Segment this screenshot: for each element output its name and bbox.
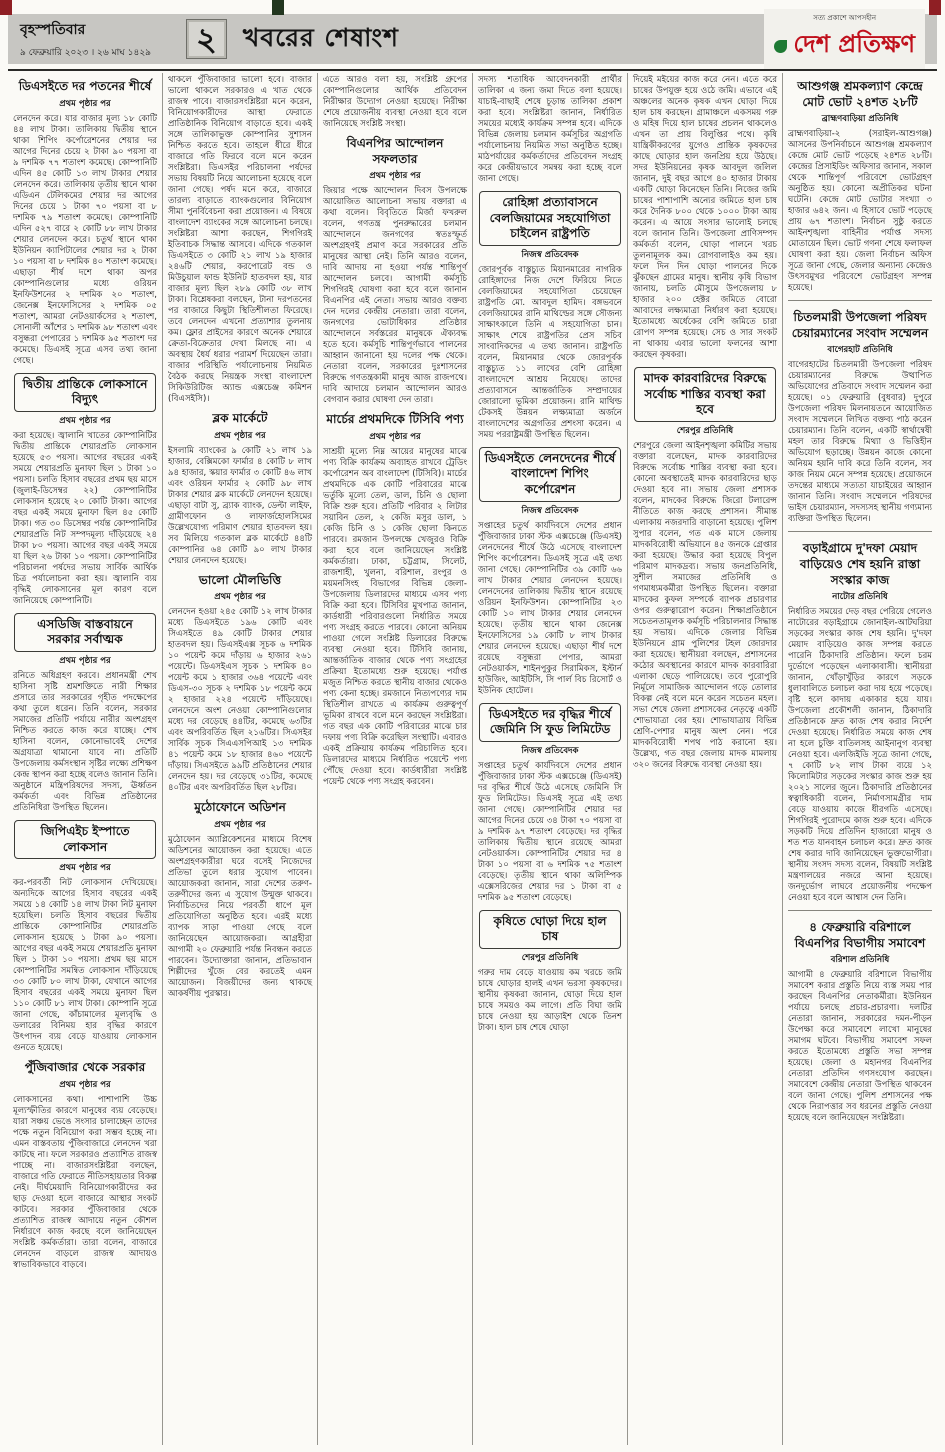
date-block — [20, 18, 170, 60]
article-headline: মাদক কারবারিদের বিরুদ্ধে সর্বোচ্চ শাস্তির ব্যবস্থা করা হবে — [634, 367, 776, 422]
article-byline: প্রথম পৃষ্ঠার পর — [59, 1079, 111, 1090]
article — [788, 910, 932, 1124]
article-headline: রোহিঙ্গা প্রত্যাবাসনে বেলজিয়ামের সহযোগিতা চাইলেন রাষ্ট্রপতি — [479, 191, 621, 246]
paper-name: দেশ প্রতিক্ষণ — [793, 30, 915, 58]
article-body: লোকসানের কথা। পাশাপাশি উচ্চ মূল্যস্ফীতির কারণে মানুষের ব্যয় বেড়েছে। যারা সঞ্চয় ভেঙে সংসার চালাচ্ছেন তাদের পক্ষে নতুন বিনিয়োগ করা সম্ভব হচ্ছে না। এমন বাস্তবতায় পুঁজিবাজারে লেনদেন খরা কাটছে না। ফলে সরকারও প্রত্যাশিত রাজস্ব পাচ্ছে না। বাজারসংশ্লিষ্টরা বলছেন, বাজারে গতি ফেরাতে নীতিসহায়তার বিকল্প নেই। দীর্ঘমেয়াদি বিনিয়োগকারীদের কর ছাড় দেওয়া হলে বাজারে আস্থার সংকট কাটবে। সরকার পুঁজিবাজার থেকে প্রত্যাশিত রাজস্ব আদায়ে নতুন কৌশল নির্ধারণে কাজ করছে বলে জানিয়েছেন সংশ্লিষ্ট কর্মকর্তারা। তারা বলেন, বাজারে লেনদেন বাড়লে রাজস্ব আদায়ও স্বাভাবিকভাবে বাড়বে। — [13, 1094, 157, 1270]
print-mark-left — [0, 0, 12, 15]
weekday-label: বৃহস্পতিবার — [20, 22, 86, 38]
article-headline: দ্বিতীয় প্রান্তিকে লোকসানে বিদ্যুৎ — [14, 373, 156, 412]
article — [323, 136, 467, 406]
article-body: করা হয়েছে। জ্বালানি খাতের কোম্পানিটির দ্বিতীয় প্রান্তিকে শেয়ারপ্রতি লোকসান হয়েছে ৫৩ পয়সা। আগের বছরের একই সময়ে শেয়ারপ্রতি মুনাফা ছিল ১ টাকা ১০ পয়সা। চলতি হিসাব বছরের প্রথম ছয় মাসে (জুলাই-ডিসেম্বর ২২) কোম্পানিটির লোকসান হয়েছে ২০ কোটি টাকা। আগের বছর একই সময়ে মুনাফা ছিল ৪৫ কোটি টাকা। গত ৩০ ডিসেম্বর পর্যন্ত কোম্পানিটির শেয়ারপ্রতি নিট সম্পদমূল্য দাঁড়িয়েছে ২৪ টাকা ৮০ পয়সা। আগের বছর একই সময়ে যা ছিল ২৬ টাকা ১০ পয়সা। কোম্পানিটির পরিচালনা পর্ষদের সভায় সার্বিক আর্থিক চিত্র পর্যালোচনা করা হয়। জ্বালানি ব্যয় বৃদ্ধিই লোকসানের মূল কারণ বলে জানিয়েছে কোম্পানিটি। — [13, 430, 157, 606]
article-body: মুঠোফোন অ্যাপ্লিকেশনের মাধ্যমে বিশেষ অডিশনের আয়োজন করা হয়েছে। এতে অংশগ্রহণকারীরা ঘরে বসেই নিজেদের প্রতিভা তুলে ধরার সুযোগ পাবেন। আয়োজকরা জানান, সারা দেশের তরুণ-তরুণীদের জন্য এ সুযোগ উন্মুক্ত থাকবে। নির্বাচিতদের নিয়ে পরবর্তী ধাপে মূল প্রতিযোগিতা অনুষ্ঠিত হবে। এরই মধ্যে ব্যাপক সাড়া পাওয়া গেছে বলে জানিয়েছেন আয়োজকরা। আগ্রহীরা আগামী ২০ ফেব্রুয়ারি পর্যন্ত নিবন্ধন করতে পারবেন। উদ্যোক্তারা জানান, প্রতিভাবান শিল্পীদের খুঁজে বের করতেই এমন আয়োজন। বিজয়ীদের জন্য থাকছে আকর্ষণীয় পুরস্কার। — [168, 834, 312, 999]
article-body: ইসলামি ব্যাংকের ৯ কোটি ২১ লাখ ১৯ হাজার, বেক্সিমকো ফার্মার ৪ কোটি ৮ লাখ ৯৪ হাজার, স্কয়ার ফার্মার ৩ কোটি ৪৬ লাখ এবং ওরিয়ন ফার্মার ২ কোটি ৯৮ লাখ টাকার শেয়ার ব্লক মার্কেটে লেনদেন হয়েছে। এছাড়া বাটা সু, ব্র্যাক ব্যাংক, ডেল্টা লাইফ, গ্রামীণফোন ও লাফার্জহোলসিমের উল্লেখযোগ্য পরিমাণ শেয়ার হাতবদল হয়। সব মিলিয়ে গতকাল ব্লক মার্কেটে ৪৪টি কোম্পানির ৬৪ কোটি ৯০ লাখ টাকার শেয়ার লেনদেন হয়েছে। — [168, 445, 312, 566]
article-headline: জিপিএইচ ইস্পাতে লোকসান — [14, 820, 156, 859]
article-byline: প্রথম পৃষ্ঠার পর — [214, 819, 266, 830]
article-byline: প্রথম পৃষ্ঠার পর — [59, 98, 111, 109]
article-headline: ডিএসইতে দর বৃদ্ধির শীর্ষে জেমিনি সি ফুড লিমিটেড — [479, 703, 621, 742]
masthead-rule — [8, 69, 937, 71]
article-headline: চিতলমারী উপজেলা পরিষদ চেয়ারম্যানের সংবাদ সম্মেলন — [791, 310, 929, 340]
article — [323, 75, 467, 130]
article-body: জিয়ার পক্ষে আন্দোলন দিবস উপলক্ষে আয়োজিত আলোচনা সভায় বক্তারা এ কথা বলেন। বিবৃতিতে মির্জা ফখরুল বলেন, গণতন্ত্র পুনরুদ্ধারের চলমান আন্দোলনে জনগণের স্বতঃস্ফূর্ত অংশগ্রহণই প্রমাণ করে সরকারের প্রতি মানুষের আস্থা নেই। তিনি আরও বলেন, দাবি আদায় না হওয়া পর্যন্ত শান্তিপূর্ণ আন্দোলন চলবে। আগামী কর্মসূচি শিগগিরই ঘোষণা করা হবে বলে জানান বিএনপির এই নেতা। সভায় আরও বক্তব্য দেন দলের কেন্দ্রীয় নেতারা। তারা বলেন, জনগণের ভোটাধিকার প্রতিষ্ঠার আন্দোলনে সর্বস্তরের মানুষকে ঐক্যবদ্ধ হতে হবে। কর্মসূচি শান্তিপূর্ণভাবে পালনের আহ্বান জানানো হয় দলের পক্ষ থেকে। নেতারা বলেন, সরকারের দুঃশাসনের বিরুদ্ধে গণতন্ত্রকামী মানুষ আজ রাজপথে। দাবি আদায়ে চলমান আন্দোলন আরও বেগবান করার ঘোষণা দেন তারা। — [323, 186, 467, 406]
article-byline: প্রথম পৃষ্ঠার পর — [214, 430, 266, 441]
article-byline: নিজস্ব প্রতিবেদক — [521, 505, 579, 516]
article — [13, 373, 157, 607]
article-headline: ৪ ফেব্রুয়ারি বরিশালে বিএনপির বিভাগীয় সমাবেশ — [794, 920, 926, 950]
article-headline: পুঁজিবাজার থেকে সরকার — [24, 1060, 146, 1075]
article-body: লেনদেন করে। যার বাজার মূল্য ১৮ কোটি ৪৪ লাখ টাকা। তালিকায় দ্বিতীয় স্থানে থাকা শিপিং কর্পোরেশনের শেয়ার দর আগের দিনের চেয়ে ২ টাকা ৯০ পয়সা বা ৯ দশমিক ৭৭ শতাংশ কমেছে। কোম্পানিটি এদিন ৪৫ কোটি ১৩ লাখ টাকার শেয়ার লেনদেন করে। তালিকায় তৃতীয় স্থানে থাকা এডিএন টেলিকমের শেয়ার দর আগের দিনের চেয়ে ১ টাকা ৭০ পয়সা বা ৮ দশমিক ৭৯ শতাংশ কমেছে। কোম্পানিটি এদিন ৫২৭ বারে ২ কোটি ৮৮ লাখ টাকার শেয়ার লেনদেন করে। চতুর্থ স্থানে থাকা ইউনিয়ন ক্যাপিটালের শেয়ার দর ২ টাকা ১০ পয়সা বা ৮ দশমিক ৪০ শতাংশ কমেছে। এছাড়া শীর্ষ দশে থাকা অপর কোম্পানিগুলোর মধ্যে ওরিয়ন ইনফিউশনের ২ দশমিক ২০ শতাংশ, জেনেক্স ইনফোসিসের ২ দশমিক ০৫ শতাংশ, আমরা নেটওয়ার্কসের ২ শতাংশ, সোনালী আঁশের ১ দশমিক ৯৮ শতাংশ এবং বসুন্ধরা পেপারের ১ দশমিক ৯৫ শতাংশ দর কমেছে। ডিএসই সূত্রে এসব তথ্য জানা গেছে। — [13, 113, 157, 366]
column-1 — [8, 73, 163, 1445]
column-5 — [628, 73, 783, 1445]
article-headline: ব্লক মার্কেটে — [212, 411, 268, 425]
column-4 — [473, 73, 628, 1445]
masthead — [8, 14, 937, 64]
article-body: সদস্য শতাধিক আবেদনকারী প্রার্থীর তালিকা এ জন্য জমা দিতে বলা হয়েছে। যাচাই-বাছাই শেষে চূড়ান্ত তালিকা প্রকাশ করা হবে। সংশ্লিষ্টরা জানান, নির্ধারিত সময়ের মধ্যেই কার্যক্রম সম্পন্ন হবে। এদিকে বিভিন্ন জেলায় চলমান কর্মসূচির অগ্রগতি পর্যালোচনায় নিয়মিত সভা অনুষ্ঠিত হচ্ছে। মাঠপর্যায়ের কর্মকর্তাদের প্রতিবেদন সংগ্রহ করে কেন্দ্রীয়ভাবে সমন্বয় করা হচ্ছে বলে জানা গেছে। — [478, 75, 622, 184]
article-byline: প্রথম পৃষ্ঠার পর — [369, 431, 421, 442]
article-byline: বাগেরহাট প্রতিনিধি — [827, 345, 893, 356]
article-body: ব্রাহ্মণবাড়িয়া-২ (সরাইল-আশুগঞ্জ) আসনের উপনির্বাচনে আশুগঞ্জ শ্রমকল্যাণ কেন্দ্রে মোট ভোট পড়েছে ২৪শত ২৮টি। কেন্দ্রের প্রিসাইডিং অফিসার জানান, সকাল থেকে শান্তিপূর্ণ পরিবেশে ভোটগ্রহণ অনুষ্ঠিত হয়। কোনো অপ্রীতিকর ঘটনা ঘটেনি। কেন্দ্রে মোট ভোটার সংখ্যা ৩ হাজার ৬৪২ জন। এ হিসাবে ভোট পড়েছে প্রায় ৬৭ শতাংশ। নির্বাচন সুষ্ঠু করতে আইনশৃঙ্খলা বাহিনীর পর্যাপ্ত সদস্য মোতায়েন ছিল। ভোট গণনা শেষে ফলাফল ঘোষণা করা হয়। জেলা নির্বাচন অফিস সূত্রে জানা গেছে, জেলার অন্যান্য কেন্দ্রেও উৎসবমুখর পরিবেশে ভোটগ্রহণ সম্পন্ন হয়েছে। — [788, 129, 932, 294]
column-3 — [318, 73, 473, 1445]
article — [633, 367, 777, 771]
article — [478, 703, 622, 904]
page-number-box — [186, 19, 227, 60]
article-body: দিয়েই মইয়ের কাজ করে নেন। এতে করে চাষের উপযুক্ত হয়ে ওঠে জমি। এভাবে এই অঞ্চলের অনেক কৃষক এখন ঘোড়া দিয়ে হাল চাষ করছেন। গ্রামাঞ্চলে একসময় গরু ও মহিষ দিয়ে হাল চাষের প্রচলন থাকলেও এখন তা প্রায় বিলুপ্তির পথে। কৃষি যান্ত্রিকীকরণের যুগেও প্রান্তিক কৃষকদের কাছে ঘোড়ার হাল জনপ্রিয় হয়ে উঠছে। সদর ইউনিয়নের কৃষক আবদুল জলিল জানান, দুই বছর আগে ৪০ হাজার টাকায় একটি ঘোড়া কিনেছেন তিনি। নিজের জমি চাষের পাশাপাশি অন্যের জমিতে হাল চাষ করে দৈনিক ৮০০ থেকে ১০০০ টাকা আয় করেন। এ আয়ে সংসার ভালোই চলছে বলে জানান তিনি। উপজেলা প্রাণিসম্পদ কর্মকর্তা বলেন, ঘোড়া পালনে খরচ তুলনামূলক কম। রোগবালাইও কম হয়। ফলে দিন দিন ঘোড়া পালনের দিকে ঝুঁকছেন গ্রামের মানুষ। স্থানীয় কৃষি বিভাগ জানায়, চলতি মৌসুমে উপজেলায় ৮ হাজার ২০০ হেক্টর জমিতে বোরো আবাদের লক্ষ্যমাত্রা নির্ধারণ করা হয়েছে। ইতোমধ্যে অর্ধেকের বেশি জমিতে চারা রোপণ সম্পন্ন হয়েছে। সেচ ও সার সংকট না থাকায় এবার ভালো ফলনের আশা করছেন কৃষকরা। — [633, 75, 777, 360]
article-byline: প্রথম পৃষ্ঠার পর — [59, 863, 111, 874]
article — [168, 411, 312, 567]
article — [478, 75, 622, 185]
article — [323, 412, 467, 788]
article-byline: প্রথম পৃষ্ঠার পর — [214, 592, 266, 603]
article-headline: বিএনপির আন্দোলন সফলতার — [346, 136, 444, 166]
article-headline: আশুগঞ্জ শ্রমকল্যাণ কেন্দ্রে মোট ভোট ২৪শত ২৮টি — [797, 79, 923, 109]
article-byline: প্রথম পৃষ্ঠার পর — [369, 171, 421, 182]
article-byline: নিজস্ব প্রতিবেদক — [521, 249, 579, 260]
article-body: থাকলে পুঁজিবাজার ভালো হবে। বাজার ভালো থাকলে সরকারও এ খাত থেকে রাজস্ব পাবে। বাজারসংশ্লিষ্টরা মনে করেন, বিনিয়োগকারীদের আস্থা ফেরাতে প্রাতিষ্ঠানিক বিনিয়োগ বাড়াতে হবে। একই সঙ্গে তালিকাভুক্ত কোম্পানির সুশাসন নিশ্চিত করতে হবে। তাহলে ধীরে ধীরে বাজারে গতি ফিরবে বলে মনে করেন সংশ্লিষ্টরা। ডিএসইর পরিচালনা পর্ষদের সভায় বিষয়টি নিয়ে আলোচনা হয়েছে বলে জানা গেছে। পর্ষদ মনে করে, বাজারে তারল্য বাড়াতে ব্যাংকগুলোর বিনিয়োগ সীমা পুনর্বিবেচনা করা প্রয়োজন। এ বিষয়ে বাংলাদেশ ব্যাংকের সঙ্গে আলোচনা চলছে। সংশ্লিষ্টরা আশা করছেন, শিগগিরই ইতিবাচক সিদ্ধান্ত আসবে। এদিকে গতকাল ডিএসইতে ৩ কোটি ২১ লাখ ১৯ হাজার ২৪৬টি শেয়ার, করপোরেট বন্ড ও মিউচুয়াল ফান্ড ইউনিট হাতবদল হয়, যার বাজার মূল্য ছিল ২৮৯ কোটি ৩৮ লাখ টাকা। বিশ্লেষকরা বলছেন, টানা দরপতনের পর বাজারে কিছুটা স্থিতিশীলতা ফিরেছে। তবে লেনদেন এখনো প্রত্যাশার তুলনায় কম। ফ্লোর প্রাইসের কারণে অনেক শেয়ারে ক্রেতা-বিক্রেতার দেখা মিলছে না। এ অবস্থায় ধৈর্য ধরার পরামর্শ দিয়েছেন তারা। বাজার পরিস্থিতি পর্যালোচনায় নিয়মিত বৈঠক করছে নিয়ন্ত্রক সংস্থা বাংলাদেশ সিকিউরিটিজ অ্যান্ড এক্সচেঞ্জ কমিশন (বিএসইসি)। — [168, 75, 312, 404]
article-byline: প্রথম পৃষ্ঠার পর — [59, 415, 111, 426]
article-headline: ডিএসইতে দর পতনের শীর্ষে — [18, 79, 152, 93]
newspaper-logo — [764, 9, 925, 69]
article-byline: শেরপুর প্রতিনিধি — [676, 425, 734, 436]
article-body: কর-পরবর্তী নিট লোকসান দেখিয়েছে। অন্যদিকে আগের হিসাব বছরের একই সময়ে ১৪ কোটি ১৪ লাখ টাকা নিট মুনাফা হয়েছিল। চলতি হিসাব বছরের দ্বিতীয় প্রান্তিকে কোম্পানিটির শেয়ারপ্রতি লোকসান হয়েছে ১ টাকা ৯০ পয়সা। আগের বছর একই সময়ে শেয়ারপ্রতি মুনাফা ছিল ১ টাকা ১০ পয়সা। প্রথম ছয় মাসে কোম্পানিটির সমন্বিত লোকসান দাঁড়িয়েছে ৩৩ কোটি ৮০ লাখ টাকা, যেখানে আগের হিসাব বছরের একই সময়ে মুনাফা ছিল ১১০ কোটি ৮১ লাখ টাকা। কোম্পানি সূত্রে জানা গেছে, কাঁচামালের মূল্যবৃদ্ধি ও ডলারের বিনিময় হার বৃদ্ধির কারণে উৎপাদন ব্যয় বেড়ে যাওয়ায় লোকসান গুনতে হয়েছে। — [13, 878, 157, 1054]
article — [168, 573, 312, 795]
page-number: ২ — [196, 19, 217, 58]
print-mark-center — [272, 0, 284, 15]
article — [478, 447, 622, 697]
article — [13, 79, 157, 367]
article-body: শেরপুরে জেলা আইনশৃঙ্খলা কমিটির সভায় বক্তারা বলেছেন, মাদক কারবারিদের বিরুদ্ধে সর্বোচ্চ শাস্তির ব্যবস্থা করা হবে। কোনো অবস্থাতেই মাদক কারবারিদের ছাড় দেওয়া হবে না। সভায় জেলা প্রশাসক বলেন, মাদকের বিরুদ্ধে জিরো টলারেন্স নীতিতে কাজ করছে প্রশাসন। সীমান্ত এলাকায় নজরদারি বাড়ানো হয়েছে। পুলিশ সুপার বলেন, গত এক মাসে জেলায় মাদকবিরোধী অভিযানে ৪৫ জনকে গ্রেপ্তার করা হয়েছে। উদ্ধার করা হয়েছে বিপুল পরিমাণ মাদকদ্রব্য। সভায় জনপ্রতিনিধি, সুশীল সমাজের প্রতিনিধি ও গণমাধ্যমকর্মীরা উপস্থিত ছিলেন। বক্তারা মাদকের কুফল সম্পর্কে ব্যাপক প্রচারণার ওপর গুরুত্বারোপ করেন। শিক্ষাপ্রতিষ্ঠানে সচেতনতামূলক কর্মসূচি পরিচালনার সিদ্ধান্ত হয় সভায়। এদিকে জেলার বিভিন্ন ইউনিয়নে গ্রাম পুলিশের টহল জোরদার করা হয়েছে। স্থানীয়রা বলছেন, প্রশাসনের কঠোর অবস্থানের কারণে মাদক কারবারিরা এলাকা ছেড়ে পালিয়েছে। তবে পুরোপুরি নির্মূলে সামাজিক আন্দোলন গড়ে তোলার বিকল্প নেই বলে মনে করেন সচেতন মহল। সভা শেষে জেলা প্রশাসকের নেতৃত্বে একটি শোভাযাত্রা বের হয়। শোভাযাত্রায় বিভিন্ন শ্রেণি-পেশার মানুষ অংশ নেন। পরে মাদকবিরোধী শপথ পাঠ করানো হয়। উল্লেখ্য, গত বছর জেলায় মাদক মামলায় ৩২০ জনের বিরুদ্ধে ব্যবস্থা নেওয়া হয়। — [633, 440, 777, 770]
article-byline: ব্রাহ্মণবাড়িয়া প্রতিনিধি — [821, 114, 899, 125]
article — [478, 910, 622, 1034]
article-headline: ভালো মৌলভিত্তি — [198, 572, 282, 587]
article — [13, 1060, 157, 1271]
article-body: আগামী ৪ ফেব্রুয়ারি বরিশালে বিভাগীয় সমাবেশ করার প্রস্তুতি নিয়ে ব্যস্ত সময় পার করছেন বিএনপির নেতাকর্মীরা। ইউনিয়ন পর্যায়ে চলছে প্রচার-প্রচারণা। দলটির নেতারা জানান, সরকারের দমন-পীড়ন উপেক্ষা করে সমাবেশে লাখো মানুষের সমাগম ঘটবে। বিভাগীয় সমাবেশ সফল করতে ইতোমধ্যে প্রস্তুতি সভা সম্পন্ন হয়েছে। জেলা ও মহানগর বিএনপির নেতারা প্রতিদিন গণসংযোগ করছেন। সমাবেশে কেন্দ্রীয় নেতারা উপস্থিত থাকবেন বলে জানা গেছে। পুলিশ প্রশাসনের পক্ষ থেকে নিরাপত্তার সব ধরনের প্রস্তুতি নেওয়া হয়েছে বলে জানিয়েছেন সংশ্লিষ্টরা। — [788, 970, 932, 1124]
article-headline: মুঠোফোনে অডিশন — [194, 800, 286, 815]
section-title: খবরের শেষাংশ — [242, 22, 399, 52]
article-body: সপ্তাহের চতুর্থ কার্যদিবসে দেশের প্রধান পুঁজিবাজার ঢাকা স্টক এক্সচেঞ্জে (ডিএসই) লেনদেনের শীর্ষে উঠে এসেছে বাংলাদেশ শিপিং কর্পোরেশন। ডিএসই সূত্রে এই তথ্য জানা গেছে। কোম্পানিটির ৩৯ কোটি ৬৬ লাখ টাকার শেয়ার লেনদেন হয়েছে। লেনদেনের তালিকায় দ্বিতীয় স্থানে রয়েছে ওরিয়ন ইনফিউশন। কোম্পানিটির ২৩ কোটি ১০ লাখ টাকার শেয়ার লেনদেন হয়েছে। তৃতীয় স্থানে থাকা জেনেক্স ইনফোসিসের ১৯ কোটি ৮ লাখ টাকার শেয়ার লেনদেন হয়েছে। এছাড়া শীর্ষ দশে রয়েছে বসুন্ধরা পেপার, আমরা নেটওয়ার্কস, শাইনপুকুর সিরামিকস, ইস্টার্ন হাউজিং, আইটিসি, সি পার্ল বিচ রিসোর্ট ও ইউনিক হোটেল। — [478, 520, 622, 696]
column-2 — [163, 73, 318, 1445]
article — [13, 820, 157, 1054]
article-body: নির্ধারিত সময়ের দেড় বছর পেরিয়ে গেলেও নাটোরের বড়াইগ্রামে জোনাইল-আটঘরিয়া সড়কের সংস্কার কাজ শেষ হয়নি। দু'দফা মেয়াদ বাড়িয়েও কাজ সম্পন্ন করতে পারেনি ঠিকাদারি প্রতিষ্ঠান। ফলে চরম দুর্ভোগে পড়েছেন এলাকাবাসী। স্থানীয়রা জানান, খোঁড়াখুঁড়ির কারণে সড়কে ধুলাবালিতে চলাচল করা দায় হয়ে পড়েছে। বৃষ্টি হলে কাদায় একাকার হয়ে যায়। উপজেলা প্রকৌশলী জানান, ঠিকাদারি প্রতিষ্ঠানকে দ্রুত কাজ শেষ করার নির্দেশ দেওয়া হয়েছে। নির্ধারিত সময়ে কাজ শেষ না হলে চুক্তি বাতিলসহ আইনানুগ ব্যবস্থা নেওয়া হবে। এলজিইডি সূত্রে জানা গেছে, ৭ কোটি ৮২ লাখ টাকা ব্যয়ে ১২ কিলোমিটার সড়কের সংস্কার কাজ শুরু হয় ২০২১ সালের জুনে। ঠিকাদারি প্রতিষ্ঠানের স্বত্বাধিকারী বলেন, নির্মাণসামগ্রীর দাম বেড়ে যাওয়ায় কাজে ধীরগতি এসেছে। শিগগিরই পুরোদমে কাজ শুরু হবে। এদিকে সড়কটি দিয়ে প্রতিদিন হাজারো মানুষ ও শত শত যানবাহন চলাচল করে। দ্রুত কাজ শেষ করার দাবি জানিয়েছেন ভুক্তভোগীরা। স্থানীয় সংসদ সদস্য বলেন, বিষয়টি সংশ্লিষ্ট মন্ত্রণালয়ের নজরে আনা হয়েছে। জনদুর্ভোগ লাঘবে প্রয়োজনীয় পদক্ষেপ নেওয়া হবে বলে আশ্বাস দেন তিনি। — [788, 607, 932, 904]
article-headline: এসডিজি বাস্তবায়নে সরকার সর্বাত্মক — [14, 613, 156, 652]
article-byline: বরিশাল প্রতিনিধি — [830, 955, 890, 966]
logo-tagline: সত্য প্রকাশে আপসহীন — [813, 14, 877, 22]
print-mark-right — [929, 0, 941, 15]
date-line: ৯ ফেব্রুয়ারি ২০২৩ । ২৬ মাঘ ১৪২৯ — [20, 48, 152, 58]
article — [478, 191, 622, 441]
article-body: রনিতে অধিগ্রহণ করবে। প্রধানমন্ত্রী শেখ হাসিনা সৃষ্টি শ্রমশক্তিতে নারী শিক্ষার প্রসারে তার সরকারের গৃহীত পদক্ষেপের কথা তুলে ধরেন। তিনি বলেন, সরকার সমাজের প্রতিটি পর্যায়ে নারীর অংশগ্রহণ নিশ্চিত করতে কাজ করে যাচ্ছে। শেখ হাসিনা বলেন, কোনোভাবেই দেশের অগ্রযাত্রা থামানো যাবে না। প্রতিটি উপজেলায় কর্মসংস্থান সৃষ্টির লক্ষ্যে প্রশিক্ষণ কেন্দ্র স্থাপন করা হচ্ছে বলেও জানান তিনি। অনুষ্ঠানে মন্ত্রিপরিষদের সদস্য, ঊর্ধ্বতন কর্মকর্তা এবং বিভিন্ন প্রতিষ্ঠানের প্রতিনিধিরা উপস্থিত ছিলেন। — [13, 670, 157, 813]
article-body: লেনদেন হওয়া ২৪৫ কোটি ১২ লাখ টাকার মধ্যে ডিএসইতে ১৯৬ কোটি এবং সিএসইতে ৪৯ কোটি টাকার শেয়ার হাতবদল হয়। ডিএসইএক্স সূচক ৬ দশমিক ১০ পয়েন্ট কমে দাঁড়ায় ৬ হাজার ২৬১ পয়েন্টে। ডিএসইএস সূচক ১ দশমিক ৪০ পয়েন্ট কমে ১ হাজার ৩৬৪ পয়েন্টে এবং ডিএস-৩০ সূচক ২ দশমিক ১৮ পয়েন্ট কমে ২ হাজার ২২৪ পয়েন্টে দাঁড়িয়েছে। লেনদেনে অংশ নেওয়া কোম্পানিগুলোর মধ্যে দর বেড়েছে ৪৪টির, কমেছে ৬৩টির এবং অপরিবর্তিত ছিল ২১৬টির। সিএসইর সার্বিক সূচক সিএএসপিআই ১৩ দশমিক ৪১ পয়েন্ট কমে ১৮ হাজার ৪৬০ পয়েন্টে দাঁড়ায়। সিএসইতে ৯৯টি প্রতিষ্ঠানের শেয়ার লেনদেন হয়। দর বেড়েছে ৩১টির, কমেছে ৪০টির এবং অপরিবর্তিত ছিল ২৮টির। — [168, 607, 312, 794]
article-byline: শেরপুর প্রতিনিধি — [521, 952, 579, 963]
article-body: সাশ্রয়ী মূল্যে নিম্ন আয়ের মানুষের মাঝে পণ্য বিক্রি কার্যক্রম অব্যাহত রাখবে ট্রেডিং কর্পোরেশন অব বাংলাদেশ (টিসিবি)। মার্চের প্রথমদিকে এক কোটি পরিবারের মাঝে ভর্তুকি মূল্যে তেল, ডাল, চিনি ও ছোলা বিক্রি শুরু হবে। প্রতিটি পরিবার ২ লিটার সয়াবিন তেল, ২ কেজি মসুর ডাল, ১ কেজি চিনি ও ১ কেজি ছোলা কিনতে পারবে। রমজান উপলক্ষে খেজুরও বিক্রি করা হবে বলে জানিয়েছেন সংশ্লিষ্ট কর্মকর্তারা। ঢাকা, চট্টগ্রাম, সিলেট, রাজশাহী, খুলনা, বরিশাল, রংপুর ও ময়মনসিংহ বিভাগের বিভিন্ন জেলা-উপজেলায় ডিলারদের মাধ্যমে এসব পণ্য বিক্রি করা হবে। টিসিবির মুখপাত্র জানান, কার্ডধারী পরিবারগুলো নির্ধারিত সময়ে পণ্য সংগ্রহ করতে পারবে। কোনো অনিয়ম পাওয়া গেলে সংশ্লিষ্ট ডিলারের বিরুদ্ধে ব্যবস্থা নেওয়া হবে। টিসিবি জানায়, আন্তর্জাতিক বাজার থেকে পণ্য সংগ্রহের প্রক্রিয়া ইতোমধ্যে শুরু হয়েছে। পর্যাপ্ত মজুত নিশ্চিত করতে স্থানীয় বাজার থেকেও পণ্য কেনা হচ্ছে। রমজানে নিত্যপণ্যের দাম স্থিতিশীল রাখতে এ কার্যক্রম গুরুত্বপূর্ণ ভূমিকা রাখবে বলে মনে করছেন সংশ্লিষ্টরা। গত বছর এক কোটি পরিবারের মাঝে চার দফায় পণ্য বিক্রি করেছিল সংস্থাটি। এবারও একই প্রক্রিয়ায় কার্যক্রম পরিচালিত হবে। ডিলারদের মাধ্যমে নির্ধারিত পয়েন্টে পণ্য পৌঁছে দেওয়া হবে। কার্ডধারীরা সংশ্লিষ্ট পয়েন্ট থেকে পণ্য সংগ্রহ করবেন। — [323, 446, 467, 787]
article — [13, 613, 157, 814]
article-headline: ডিএসইতে লেনদেনের শীর্ষে বাংলাদেশ শিপিং কর্পোরেশন — [479, 447, 621, 502]
column-6 — [783, 73, 937, 1445]
logo-leaf-icon — [774, 40, 787, 53]
article-headline: বড়াইগ্রামে দু'দফা মেয়াদ বাড়িয়েও শেষ হয়নি রাস্তা সংস্কার কাজ — [799, 541, 921, 587]
article-body: জোরপূর্বক বাস্তুচ্যুত মিয়ানমারের নাগরিক রোহিঙ্গাদের নিজ দেশে ফিরিয়ে নিতে বেলজিয়ামের সহযোগিতা চেয়েছেন রাষ্ট্রপতি মো. আবদুল হামিদ। বঙ্গভবনে বেলজিয়ামের রানি মাথিল্ডের সঙ্গে সৌজন্য সাক্ষাৎকালে তিনি এ সহযোগিতা চান। সাক্ষাৎ শেষে রাষ্ট্রপতির প্রেস সচিব সাংবাদিকদের এ তথ্য জানান। রাষ্ট্রপতি বলেন, মিয়ানমার থেকে জোরপূর্বক বাস্তুচ্যুত ১১ লাখের বেশি রোহিঙ্গা বাংলাদেশে আশ্রয় নিয়েছে। তাদের প্রত্যাবাসনে আন্তর্জাতিক সম্প্রদায়ের জোরালো ভূমিকা প্রয়োজন। রানি মাথিল্ড টেকসই উন্নয়ন লক্ষ্যমাত্রা অর্জনে বাংলাদেশের অগ্রগতির প্রশংসা করেন। এ সময় পররাষ্ট্রমন্ত্রী উপস্থিত ছিলেন। — [478, 264, 622, 440]
article — [168, 800, 312, 1000]
article-byline: নাটোর প্রতিনিধি — [832, 592, 888, 603]
article-body: গরুর দাম বেড়ে যাওয়ায় কম খরচে জমি চাষে ঘোড়ার হালই এখন ভরসা কৃষকদের। স্থানীয় কৃষকরা জানান, ঘোড়া দিয়ে হাল চাষে সময়ও কম লাগে। প্রতি বিঘা জমি চাষে নেওয়া হয় আড়াইশ থেকে তিনশ টাকা। হাল চাষ শেষে ঘোড়া — [478, 967, 622, 1033]
article — [168, 75, 312, 405]
article-headline: মার্চের প্রথমদিকে টিসিবি পণ্য — [326, 412, 464, 427]
article-body: এতে আরও বলা হয়, সংশ্লিষ্ট গ্রুপের কোম্পানিগুলোর আর্থিক প্রতিবেদন নিরীক্ষার উদ্যোগ নেওয়া হয়েছে। নিরীক্ষা শেষে প্রয়োজনীয় ব্যবস্থা নেওয়া হবে বলে জানিয়েছে সংশ্লিষ্ট সংস্থা। — [323, 75, 467, 129]
article — [788, 531, 932, 904]
article-byline: প্রথম পৃষ্ঠার পর — [59, 655, 111, 666]
article — [788, 79, 932, 294]
article — [633, 75, 777, 361]
article-headline: কৃষিতে ঘোড়া দিয়ে হাল চাষ — [479, 910, 621, 949]
columns — [8, 73, 937, 1445]
article-byline: নিজস্ব প্রতিবেদক — [521, 745, 579, 756]
article — [788, 300, 932, 525]
article-body: সপ্তাহের চতুর্থ কার্যদিবসে দেশের প্রধান পুঁজিবাজার ঢাকা স্টক এক্সচেঞ্জে (ডিএসই) দর বৃদ্ধির শীর্ষে উঠে এসেছে জেমিনি সি ফুড লিমিটেড। ডিএসই সূত্রে এই তথ্য জানা গেছে। কোম্পানিটির শেয়ার দর আগের দিনের চেয়ে ৩৪ টাকা ৭০ পয়সা বা ৯ দশমিক ৯৭ শতাংশ বেড়েছে। দর বৃদ্ধির তালিকায় দ্বিতীয় স্থানে রয়েছে আমরা নেটওয়ার্কস। কোম্পানিটির শেয়ার দর ৪ টাকা ১০ পয়সা বা ৬ দশমিক ৭৫ শতাংশ বেড়েছে। তৃতীয় স্থানে থাকা অলিম্পিক এক্সেসরিজের শেয়ার দর ১ টাকা বা ৫ দশমিক ৯৫ শতাংশ বেড়েছে। — [478, 760, 622, 903]
article-body: বাগেরহাটের চিতলমারী উপজেলা পরিষদ চেয়ারম্যানের বিরুদ্ধে উত্থাপিত অভিযোগের প্রতিবাদে সংবাদ সম্মেলন করা হয়েছে। ০১ ফেব্রুয়ারি (বুধবার) দুপুরে উপজেলা পরিষদ মিলনায়তনে আয়োজিত সংবাদ সম্মেলনে লিখিত বক্তব্য পাঠ করেন চেয়ারম্যান। তিনি বলেন, একটি স্বার্থান্বেষী মহল তার বিরুদ্ধে মিথ্যা ও ভিত্তিহীন অভিযোগ ছড়াচ্ছে। উন্নয়ন কাজে কোনো অনিয়ম হয়নি দাবি করে তিনি বলেন, সব কাজ নিয়ম মেনে সম্পন্ন হয়েছে। প্রয়োজনে তদন্তের মাধ্যমে সত্যতা যাচাইয়ের আহ্বান জানান তিনি। সংবাদ সম্মেলনে পরিষদের ভাইস চেয়ারম্যান, সদস্যসহ স্থানীয় গণ্যমান্য ব্যক্তিরা উপস্থিত ছিলেন। — [788, 360, 932, 525]
